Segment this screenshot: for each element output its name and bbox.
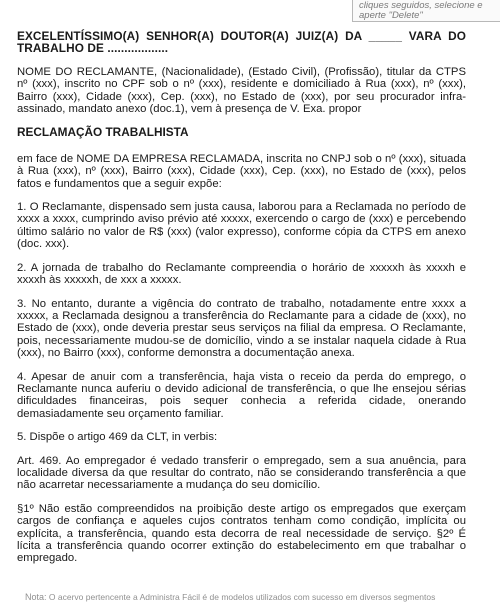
fact-item-3: 3. No entanto, durante a vigência do contrato de trabalho, notadamente entre xxxx a xxxxx, a Reclamada designou a transferência do Reclamante para a cidade de (xxx), no Estado de (xxx), onde deveria prestar seus serviços na filial da empresa. O Reclamante, pois, necessariamente mudou-se de domicílio, vindo a se instalar naquela cidade à Rua (xxx), no Bairro (xxx), conforme demonstra a documentação anexa.: [17, 297, 466, 360]
claimant-paragraph: NOME DO RECLAMANTE, (Nacionalidade), (Estado Civil), (Profissão), titular da CTPS nº (xxx), inscrito no CPF sob o nº (xxx), residente e domiciliado à Rua (xxx), nº (xxx), Bairro (xxx), Cidade (xxx), Cep. (xxx), no Estado de (xxx), por seu procurador infra-assinado, mandato anexo (doc.1), vem à presença de V. Exa. propor: [17, 65, 466, 116]
fact-item-5: 5. Dispõe o artigo 469 da CLT, in verbis:: [17, 431, 218, 444]
law-article-469: Art. 469. Ao empregador é vedado transferir o empregado, sem a sua anuência, para localidade diversa da que resultar do contrato, não se considerando transferência a que não acarretar necessariamente a mudança do seu domicílio.: [17, 454, 466, 492]
court-heading: EXCELENTÍSSIMO(A) SENHOR(A) DOUTOR(A) JUIZ(A) DA _____ VARA DO TRABALHO DE ..................: [17, 29, 466, 56]
fact-item-4: 4. Apesar de anuir com a transferência, haja vista o receio da perda do emprego, o Reclamante nunca auferiu o devido adicional de transferência, o que lhe ensejou sérias dificuldades financeiras, pois sequer conhecia a referida cidade, onerando demasiadamente seu orçamento familiar.: [17, 370, 466, 420]
petition-document: [17, 30, 466, 576]
footnote: [25, 592, 485, 602]
respondent-paragraph: em face de NOME DA EMPRESA RECLAMADA, inscrita no CNPJ sob o nº (xxx), situada à Rua (xxx), nº (xxx), Bairro (xxx), Cidade (xxx), Cep. (xxx), no Estado de (xxx), pelos fatos e fundamentos que a seguir expõe:: [17, 152, 466, 190]
fact-item-1: 1. O Reclamante, dispensado sem justa causa, laborou para a Reclamada no período de xxxx a xxxx, cumprindo aviso prévio até xxxxx, exercendo o cargo de (xxx) e percebendo último salário no valor de R$ (xxx) (valor expresso), conforme cópia da CTPS em anexo (doc. xxx).: [17, 201, 466, 251]
instruction-note-line-2: aperte "Delete": [359, 10, 423, 21]
instruction-note-line-1: cliques seguidos, selecione e: [359, 0, 483, 11]
footnote-text: O acervo pertencente a Administra Fácil é de modelos utilizados com sucesso em diversos segmentos: [48, 592, 436, 602]
fact-item-2: 2. A jornada de trabalho do Reclamante compreendia o horário de xxxxxh às xxxxh e xxxxh às xxxxxh, de xxx a xxxxx.: [17, 261, 466, 287]
law-article-paragraphs: §1º Não estão compreendidos na proibição deste artigo os empregados que exerçam cargos de confiança e aqueles cujos contratos tenham como condição, implícita ou explícita, a transferência, quando esta decorra de real necessidade de serviço. §2º É lícita a transferência quando ocorrer extinção do estabelecimento em que trabalhar o empregado.: [17, 502, 466, 565]
instruction-note: [352, 0, 500, 22]
footnote-label: Nota:: [25, 592, 47, 602]
section-title: RECLAMAÇÃO TRABALHISTA: [17, 125, 189, 140]
